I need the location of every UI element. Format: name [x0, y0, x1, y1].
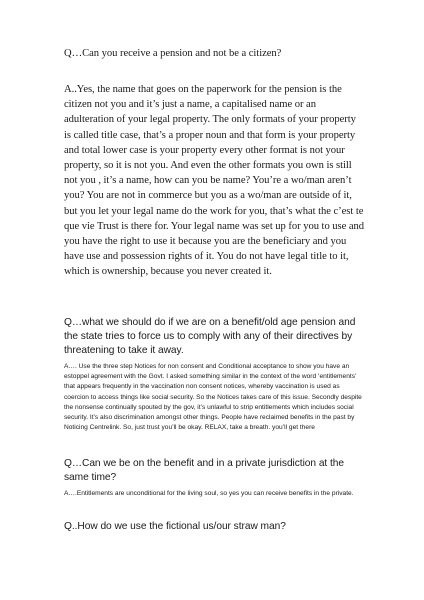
answer-1: A..Yes, the name that goes on the paperwork for the pension is the citizen not you and it’s just a name, a capitalised name or an adulteration of your legal property. The only formats of your property is called title case, that’s a proper noun and that form is your property and total lower case is your property every other format is not your property, so it is not you. And even the other formats you own is still not you , it’s a name, how can you be name? You’re a wo/man aren’t you? You are not in commerce but you as a wo/man are outside of it, but you let your legal name do the work for you, that’s what the c’est te que vie Trust is there for. Your legal name was set up for you to use and you have the right to use it because you are the beneficiary and you have use and possession rights of it. You do not have legal title to it, which is ownership, because you never created it. [64, 84, 364, 278]
question-2: Q…what we should do if we are on a benefit/old age pension and the state tries to force us to comply with any of their directives by threatening to take it away. [64, 317, 356, 356]
question-1: Q…Can you receive a pension and not be a citizen? [64, 48, 282, 59]
question-3: Q…Can we be on the benefit and in a private jurisdiction at the same time? [64, 458, 345, 483]
question-4: Q..How do we use the fictional us/our straw man? [64, 521, 286, 532]
answer-2: A…. Use the three step Notices for non consent and Conditional acceptance to show you have an estoppel agreement with the Govt. I asked something similar in the context of the word ‘entitlements’ that appears frequently in the vaccination non consent notices, whereby vaccination is used as coercion to access things like social security. So the Notices takes care of this issue. Secondly despite the nonsense continually spouted by the gov, it’s unlawful to strip entitlements which includes social security. It’s also discrimination amongst other things. People have reclaimed benefits in the past by Noticing Centrelink. So, just trust you’ll be okay. RELAX, take a breath. you’ll get there [64, 363, 362, 432]
answer-3: A….Entitlements are unconditional for the living soul, so yes you can receive benefits in the private. [64, 490, 354, 497]
